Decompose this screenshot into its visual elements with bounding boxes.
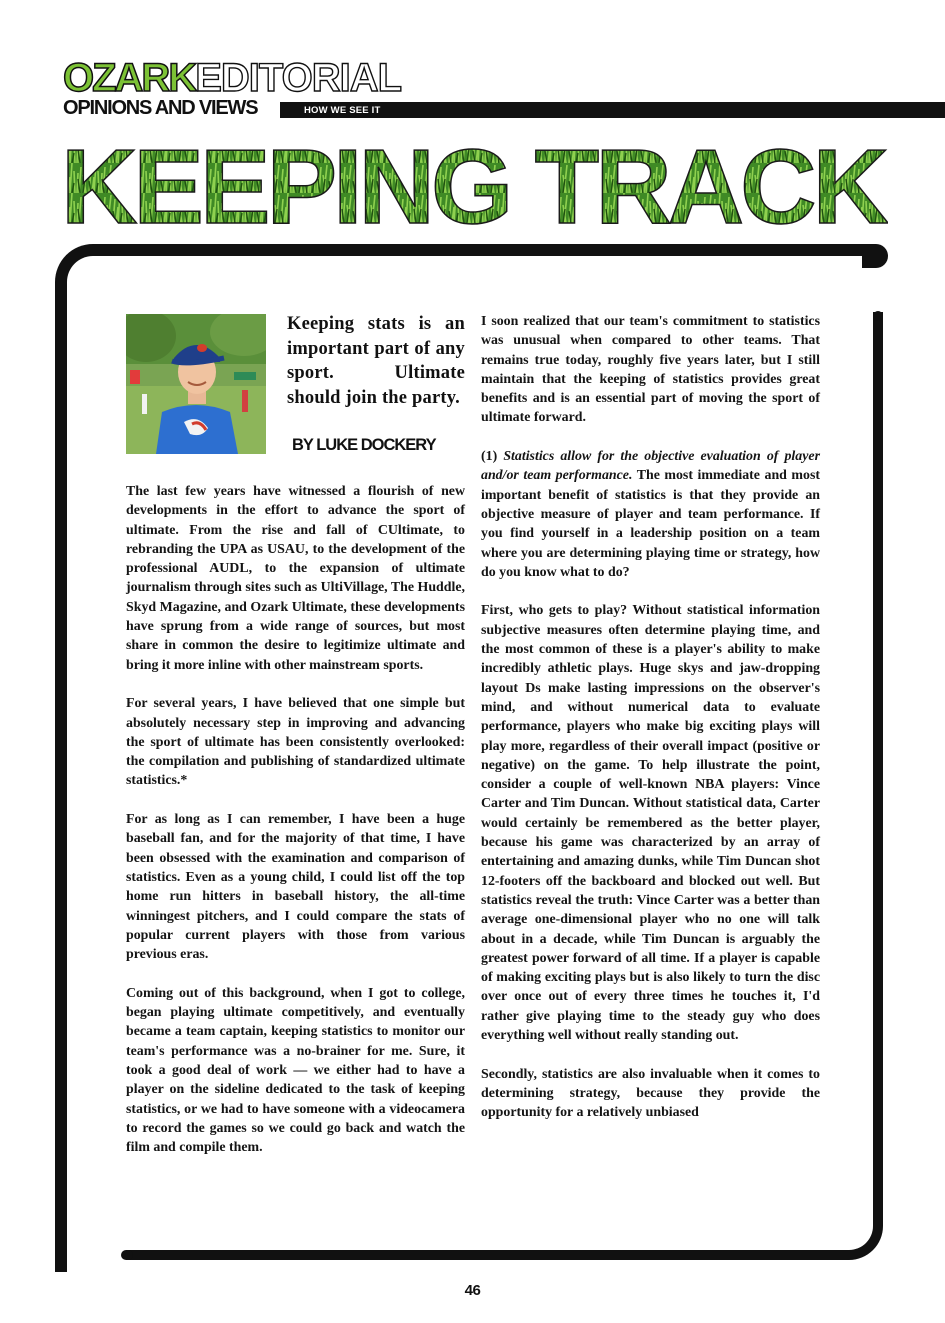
tagline: HOW WE SEE IT [304,104,381,116]
headline [58,133,888,233]
paragraph: Secondly, statistics are also invaluable when it comes to determining strategy, because they provide the opportunity for a relatively unbiased [481,1066,820,1121]
masthead [63,58,401,98]
author-photo [126,314,266,454]
paragraph: The last few years have witnessed a flourish of new developments in the effort to advance the sport of ultimate. From the rise and fall of CUltimate, to rebranding the UPA as USAU, to the development of the professional AUDL, to the expansion of ultimate journalism through sites such as UltiVillage, The Huddle, Skyd Magazine, and Ozark Ultimate, these developments have sprung from a wide range of sources, but most share in common the desire to legitimize ultimate and bring it more inline with other mainstream sports. [126,484,465,673]
author-portrait-image [126,314,266,454]
frame-top-cap [862,244,888,268]
brand-secondary: EDITORIAL [195,56,402,100]
paragraph: Coming out of this background, when I got to college, began playing ultimate competitively, and eventually became a team captain, keeping statistics to monitor our team's performance was a no-brainer for me. Sure, it took a good deal of work — we either had to have a player on the sideline dedicated to the task of keeping statistics, or we had to have someone with a videocamera to record the games so we could go back and watch the film and compile them. [126,985,465,1156]
article-deck: Keeping stats is an important part of any sport. Ultimate should join the party. [287,314,465,409]
brand-primary: OZARK [63,56,196,100]
frame-left-border [55,244,115,1272]
brand-logo [63,58,401,98]
body-column-left [126,482,465,1177]
headline-text: KEEPING TRACK [61,133,888,233]
headline-graphic [58,133,888,233]
paragraph-numbered [481,447,820,582]
paragraph: I soon realized that our team's commitment to statistics was unusual when compared to other teams. That remains true today, roughly five years later, but I still maintain that the keeping of statistics provides great benefits and is an essential part of moving the sport of ultimate forward. [481,314,820,426]
frame-bottom-cap [121,1250,133,1260]
body-column-right [481,312,820,1122]
page-number: 46 [464,1282,481,1299]
paragraph: First, who gets to play? Without statistical information subjective measures often determine playing time, and the most common of these is a player's ability to make incredibly athletic plays. Huge skys and jaw-dropping layout Ds make lasting impressions on the observer's mind, and without numerical data to evaluate performance, players who make big exciting plays will play more, regardless of their overall impact (positive or negative) on the game. To help illustrate the point, consider a couple of well-known NBA players: Vince Carter and Tim Duncan. Without statistical data, Carter would certainly be remembered as the better player, because his game was characterized by an array of entertaining and amazing dunks, while Tim Duncan shot 12-footers off the backboard and blocked out well. But statistics reveal the truth: Vince Carter was a better than average one-dimensional player who no one will talk about in a decade, while Tim Duncan is arguably the greatest power forward of all time. If a player is capable of making exciting plays but is also likely to turn the disc over once out of every three times he touches it, I'd rather give playing time to the steady guy who does everything well without really standing out. [481,603,820,1043]
point-lead: Statistics allow for the objective evaluation of player and/or team performance. [481,449,820,484]
point-number: (1) [481,449,498,465]
frame-right-cap [873,311,883,321]
byline: BY LUKE DOCKERY [292,436,436,454]
frame-top-border [100,244,872,256]
point-body: The most immediate and most important benefit of statistics is that they provide an objective measure of player and team performance. If you find yourself in a leadership position on a team where you are determining playing time or strategy, how do you know what to do? [481,468,820,580]
tagline-bar [280,102,945,118]
section-label: OPINIONS AND VIEWS [63,97,258,119]
paragraph: For several years, I have believed that one simple but absolutely necessary step in improving and advancing the sport of ultimate has been consistently overlooked: the compilation and publishing of standardized ultimate statistics.* [126,696,465,789]
paragraph: For as long as I can remember, I have been a huge baseball fan, and for the majority of that time, I have been obsessed with the examination and comparison of statistics. Even as a young child, I could list off the top home run hitters in baseball history, the all-time winningest pitchers, and I could compare the stats of popular current players with those from various previous eras. [126,812,465,963]
